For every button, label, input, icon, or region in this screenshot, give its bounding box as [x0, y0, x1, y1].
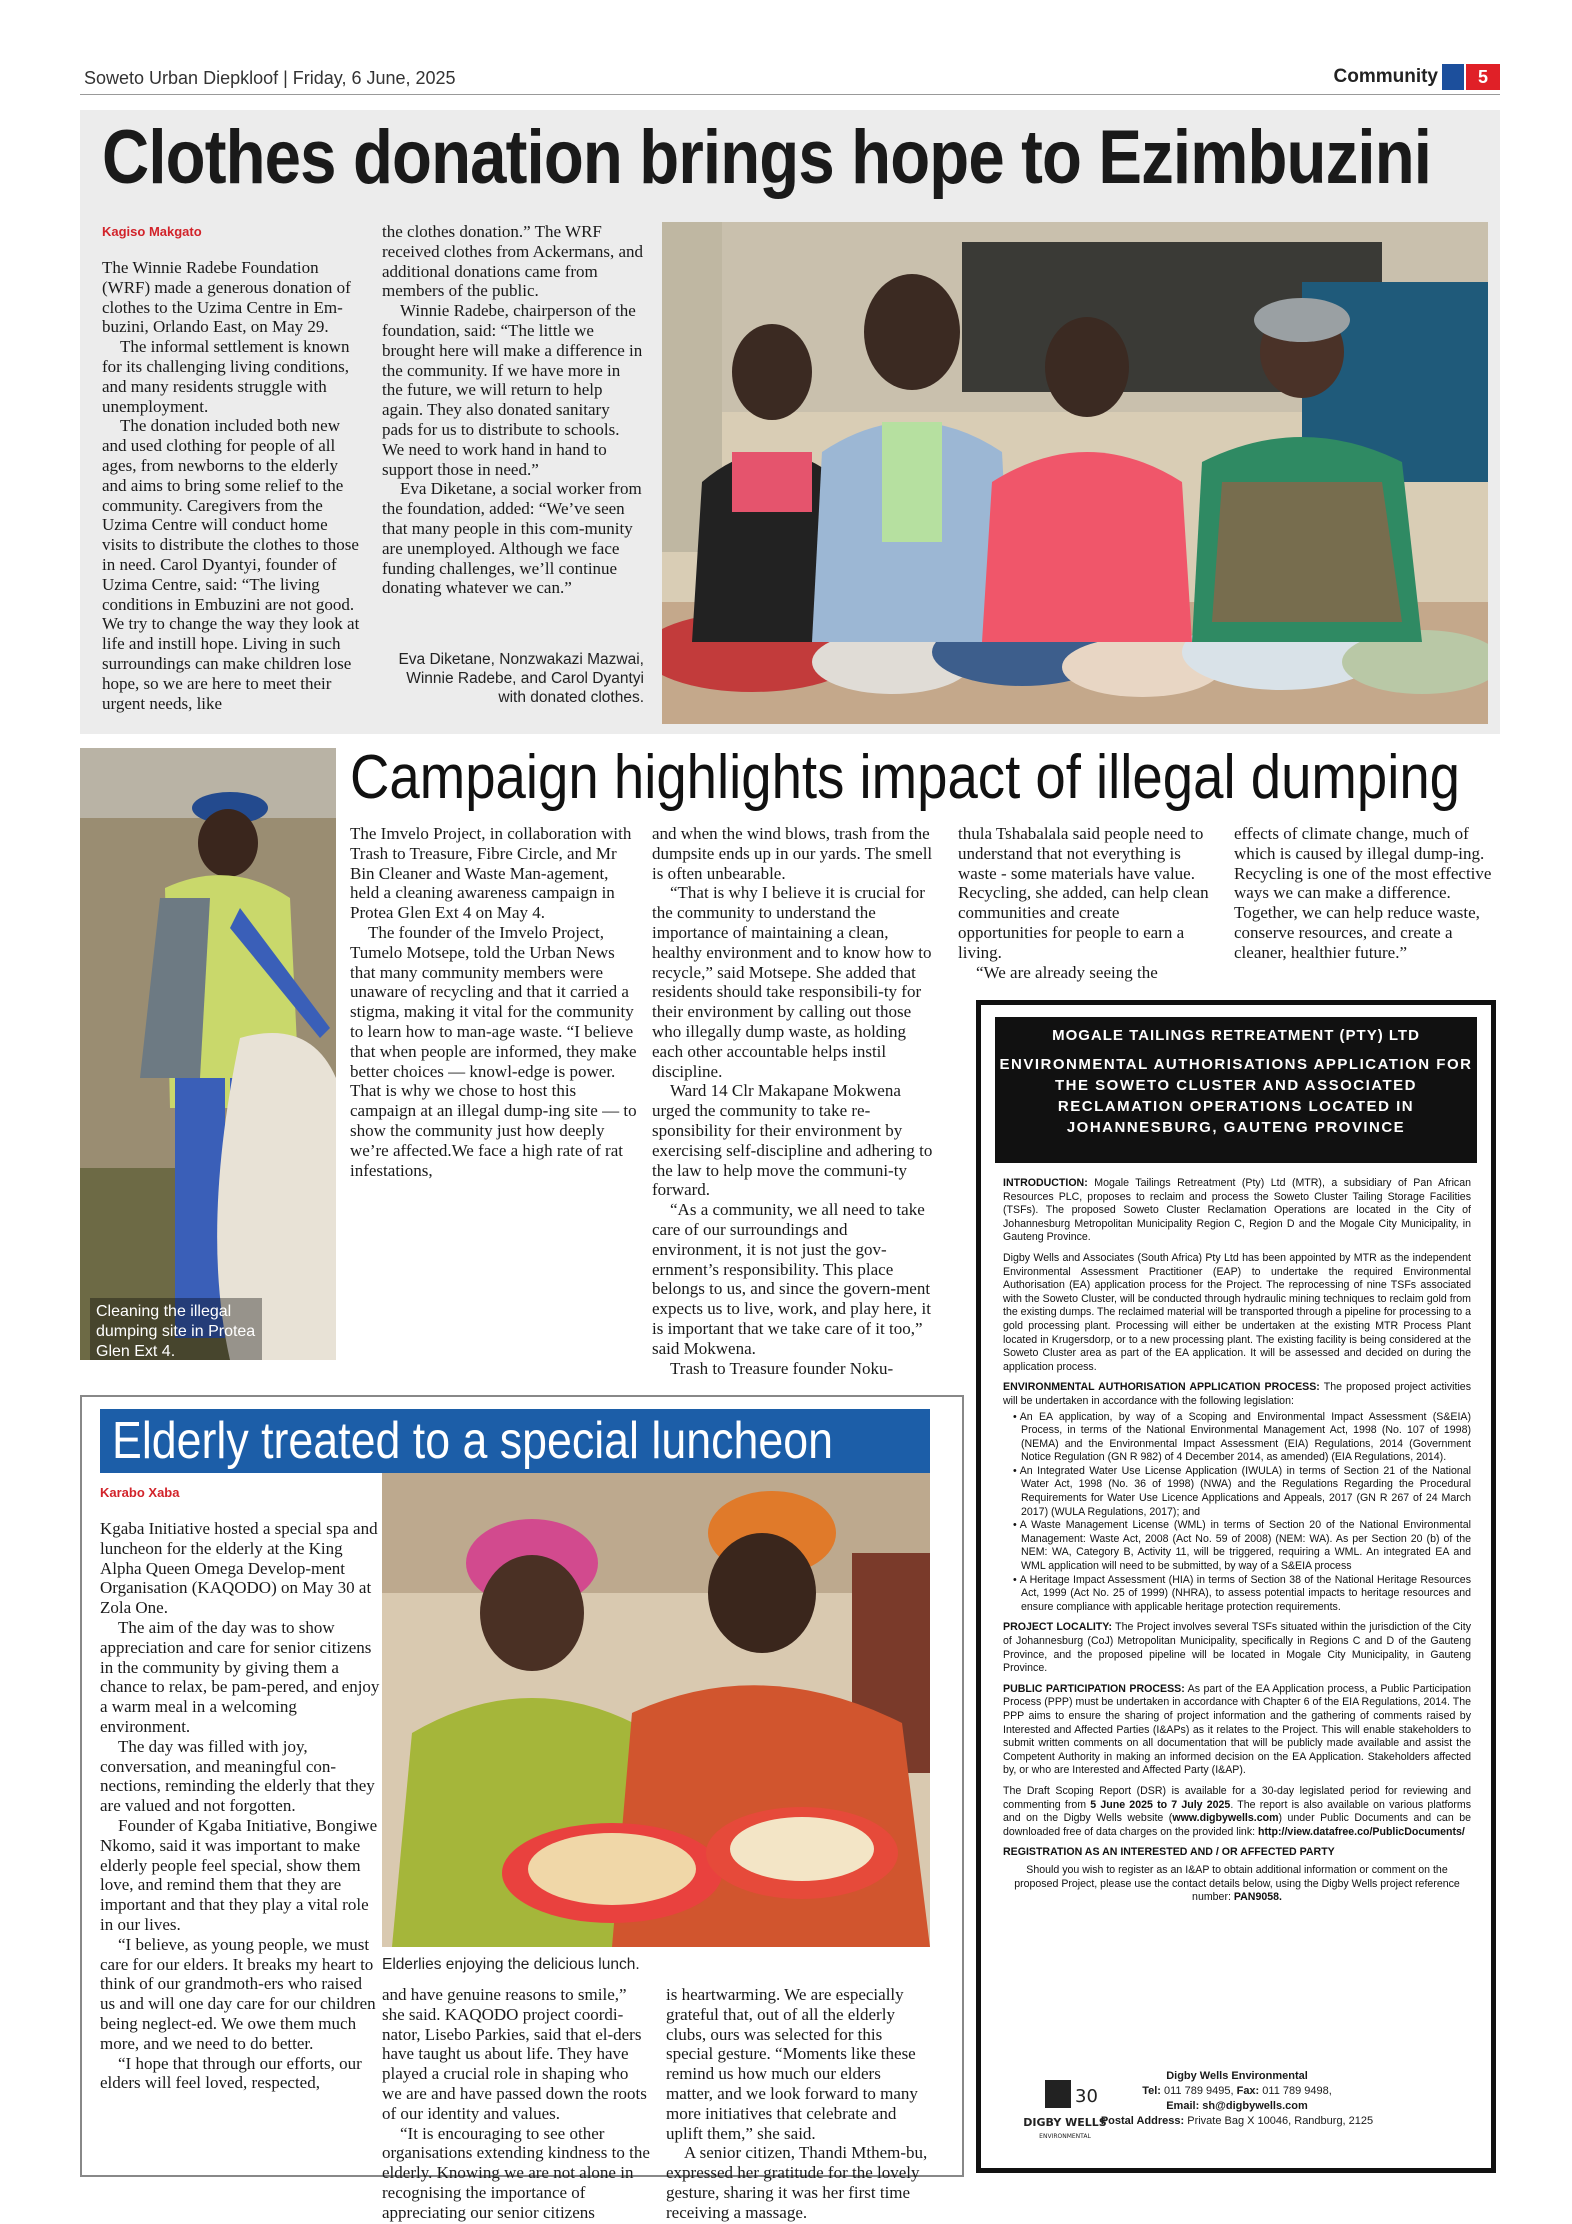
svg-text:30: 30 — [1075, 2086, 1098, 2107]
article-column-2 — [382, 1985, 650, 2223]
story-elderly-luncheon — [80, 1395, 964, 2222]
email-link[interactable]: sh@digbywells.com — [1202, 2100, 1308, 2112]
story-clothes-donation — [80, 110, 1500, 734]
paragraph: Kgaba Initiative hosted a special spa and luncheon for the elderly at the King Alpha Queen Omega Develop-ment Organisation (KAQODO) on May 30 at Zola One. — [100, 1519, 378, 1618]
headline: Campaign highlights impact of illegal dumping — [350, 743, 1461, 812]
paragraph: “I hope that through our efforts, our elders will feel loved, respected, — [100, 2053, 362, 2093]
list-item: • A Heritage Impact Assessment (HIA) in terms of Section 38 of the National Heritage Resources Act, 1999 (Act No. 25 of 1999) (NHRA), to assess potential impacts to heritage resources and ensure compliance with applicable heritage protection requirements. — [1013, 1574, 1471, 1615]
paragraph: The day was filled with joy, conversation, and meaningful con-nections, reminding the elderly that they are valued and not forgotten. — [100, 1736, 375, 1816]
website-link[interactable]: www.digbywells.com — [1172, 1812, 1279, 1825]
notice-paragraph: Digby Wells and Associates (South Africa) Pty Ltd has been appointed by MTR as the independent Environmental Assessment Practitioner (EAP) to undertake the required Environmental Authorisation (EA) application process for the Project. The reprocessing of nine TSFs associated with the Soweto Cluster, will be conducted through hydraulic mining techniques to reclaim gold from the existing dumps. The reclaimed material will be transported through a pipeline for processing to a gold processing plant. Processing will either be undertaken at the existing MTR Process Plant located in Krugersdorp, or to a new processing plant. The existing facility is being considered at the Soweto Cluster area as part of the EA application. It will be assessed and decided on during the application process. — [1003, 1251, 1471, 1373]
photo-caption: Cleaning the illegal dumping site in Protea Glen Ext 4. — [90, 1298, 262, 1360]
photo-caption: Elderlies enjoying the delicious lunch. — [382, 1956, 640, 1973]
list-item: • An EA application, by way of a Scoping and Environmental Impact Assessment (S&EIA) Process, in terms of the National Environmental Management Act, 1998 (No. 107 of 1998) (NEMA) and the Environmental Impact Assessment (EIA) Regulations, 2014 (Government Notice Regulation (GN R 982) of 4 December 2014, as amended) (EIA Regulations, 2014). — [1013, 1411, 1471, 1465]
paragraph: Winnie Radebe, chairperson of the foundation, said: “The little we brought here will make a difference in the community. If we have more in the future, we will return to help again. They also donated sanitary pads for us to distribute to schools. We need to work hand in hand to support those in need.” — [382, 301, 643, 479]
paragraph: The founder of the Imvelo Project, Tumelo Motsepe, told the Urban News that many community members were unaware of recycling and that it carried a stigma, making it vital for the community to learn how to man-age waste. “I believe that when people are informed, they make better choices — knowl-edge is power. That is why we chose to host this campaign at an illegal dump-ing site — to show the community just how deeply we’re affected.We face a high rate of rat infestations, — [350, 922, 637, 1180]
digby-wells-logo — [1017, 2076, 1113, 2146]
byline: Kagiso Makgato — [102, 224, 202, 239]
digby-wells-logo-icon — [1017, 2076, 1113, 2146]
page-number: 5 — [1466, 64, 1500, 90]
paragraph: is heartwarming. We are especially grateful that, out of all the elderly clubs, ours was selected for this special gesture. “Moments like these remind us how much our elders matter, and we look forward to many more initiatives that celebrate and uplift them,” she said. — [666, 1985, 918, 2143]
paragraph: “I believe, as young people, we must care for our elders. It breaks my heart to think of our grandmoth-ers who raised us and will one day care for our children being neglect-ed. We owe them much more, and we need to do better. — [100, 1934, 376, 2053]
donation-photo — [662, 222, 1488, 724]
masthead-date: Soweto Urban Diepkloof | Friday, 6 June, 2025 — [84, 68, 456, 88]
svg-text:ENVIRONMENTAL: ENVIRONMENTAL — [1039, 2133, 1091, 2140]
legislation-list — [1003, 1411, 1471, 1615]
luncheon-photo-image — [382, 1473, 930, 1947]
notice-registration: Should you wish to register as an I&AP to obtain additional information or comment on the proposed Project, please use the contact details below, using the Digby Wells project reference number: PAN9058. — [1014, 1863, 1460, 1904]
article-column-1 — [350, 824, 640, 1180]
article-column-1 — [102, 258, 364, 713]
paragraph: Founder of Kgaba Initiative, Bongiwe Nkomo, said it was important to make elderly people feel special, show them love, and remind them that they are important and that they play a vital role in our lives. — [100, 1815, 378, 1934]
section-color-block — [1442, 64, 1464, 90]
notice-dsr: The Draft Scoping Report (DSR) is available for a 30-day legislated period for reviewing and commenting from 5 June 2025 to 7 July 2025. The report is also available on various platforms and on the Digby Wells website (www.digbywells.com) under Public Documents and can be downloaded free of data charges on the provided link: http://view.datafree.co/PublicDocuments/ — [1003, 1784, 1471, 1838]
notice-title: ENVIRONMENTAL AUTHORISATIONS APPLICATION FOR THE SOWETO CLUSTER AND ASSOCIATED RECLAMATION OPERATIONS LOCATED IN JOHANNESBURG, GAUTENG PROVINCE — [999, 1056, 1473, 1136]
dumping-photo — [80, 748, 336, 1360]
paragraph: “That is why I believe it is crucial for the community to understand the importance of maintaining a clean, healthy environment and to know how to recycle,” said Motsepe. She added that residents should take responsibili-ty for their environment by calling out those who illegally dump waste, as holding each other accountable helps instil discipline. — [652, 883, 932, 1081]
article-column-4 — [1234, 824, 1498, 963]
dumping-photo-image — [80, 748, 336, 1360]
paragraph: The aim of the day was to show appreciation and care for senior citizens in the community by giving them a chance to relax, be pam-pered, and enjoy a warm meal in a welcoming environment. — [100, 1617, 380, 1736]
notice-company: MOGALE TAILINGS RETREATMENT (PTY) LTD — [1052, 1027, 1420, 1044]
paragraph: the clothes donation.” The WRF received clothes from Ackermans, and additional donations came from members of the public. — [382, 222, 644, 301]
paragraph: Ward 14 Clr Makapane Mokwena urged the community to take re-sponsibility for their environment by exercising self-discipline and adhering to the law to help move the communi-ty forward. — [652, 1081, 933, 1200]
article-column-3 — [666, 1985, 932, 2223]
notice-ppp: PUBLIC PARTICIPATION PROCESS: As part of the EA Application process, a Public Participation Process (PPP) must be undertaken in accordance with Chapter 6 of the EIA Regulations, 2014. The PPP aims to ensure the sharing of project information and the gathering of comments raised by Interested and Affected Parties (I&APs) as it relates to the Project. This will enable stakeholders to submit written comments on all documentation that will be publicly made available and assist the Competent Authority in making an informed decision on the EA Application. Stakeholders affected by, or who are Interested and Affected Party (I&AP). — [1003, 1682, 1472, 1777]
luncheon-photo — [382, 1473, 930, 1947]
public-notice-advert — [976, 1000, 1496, 2173]
headline: Elderly treated to a special luncheon — [112, 1412, 833, 1470]
paragraph: and when the wind blows, trash from the dumpsite ends up in our yards. The smell is often unbearable. — [652, 824, 933, 883]
paragraph: thula Tshabalala said people need to understand that not everything is waste - some materials have value. Recycling, she added, can help clean communities and create opportunities for people to earn a living. — [958, 824, 1209, 962]
photo-caption: Eva Diketane, Nonzwakazi Mazwai, Winnie Radebe, and Carol Dyantyi with donated clothes. — [398, 651, 644, 706]
paragraph: The Winnie Radebe Foundation (WRF) made a generous donation of clothes to the Uzima Centre in Em-buzini, Orlando East, on May 29. — [102, 258, 351, 337]
paragraph: A senior citizen, Thandi Mthem-bu, expressed her gratitude for the lovely gesture, sharing it was her first time receiving a massage. — [666, 2143, 928, 2222]
contact-details: Digby Wells Environmental Tel: 011 789 9495, Fax: 011 789 9498, Email: sh@digbywells.com Postal Address: Private Bag X 10046, Randburg, 2125 — [1100, 2070, 1374, 2127]
list-item: • A Waste Management License (WML) in terms of Section 20 of the National Environmental Management: Waste Act, 2008 (Act No. 59 of 2008) (NEM: WA). As per Section 20 (b) of the NEM: WA, Category B, Activity 11, will be triggered, requiring a WML. An integrated EA and WML application will need to be submitted, by way of a S&EIA process — [1013, 1519, 1471, 1573]
paragraph: The donation included both new and used clothing for people of all ages, from newborns to the elderly and aims to bring some relief to the community. Caregivers from the Uzima Centre will conduct home visits to distribute the clothes to those in need. Carol Dyantyi, founder of Uzima Centre, said: “The living conditions in Embuzini are not good. We try to change the way they look at life and instill hope. Living in such surroundings can make children lose hope, so we are here to meet their urgent needs, like — [102, 416, 360, 713]
paragraph: and have genuine reasons to smile,” she said. KAQODO project coordi-nator, Lisebo Parkies, said that el-ders have taught us about life. They have played a crucial role in shaping who we are and have passed down the roots of our identity and values. — [382, 1985, 647, 2123]
paragraph: The informal settlement is known for its challenging living conditions, and many residents struggle with unemployment. — [102, 337, 350, 416]
donation-photo-image — [662, 222, 1488, 724]
svg-text:DIGBY WELLS: DIGBY WELLS — [1023, 2116, 1107, 2129]
paragraph: Trash to Treasure founder Noku- — [670, 1358, 894, 1378]
paragraph: effects of climate change, much of which is caused by illegal dump-ing. Recycling is one of the most effective ways we can make a difference. Together, we can help reduce waste, conserve resources, and create a cleaner, healthier future.” — [1234, 824, 1492, 962]
article-column-2 — [652, 824, 934, 1378]
notice-locality: PROJECT LOCALITY: The Project involves several TSFs situated within the jurisdiction of the City of Johannesburg (CoJ) Metropolitan Municipality, specifically in Regions C and D of the Gauteng Province, and the proposed pipeline will be located in Mogale City Municipality, in Gauteng Province. — [1003, 1621, 1471, 1675]
notice-header — [995, 1017, 1477, 1163]
byline: Karabo Xaba — [100, 1485, 180, 1500]
headline: Clothes donation brings hope to Ezimbuzini — [102, 115, 1432, 200]
article-column-1 — [100, 1519, 380, 2093]
list-item: • An Integrated Water Use License Application (IWULA) in terms of Section 21 of the National Water Act, 1998 (No. 36 of 1998) (NWA) and the Regulations Regarding the Procedural Requirements for Water Use Licence Applications and Appeals, 2017 (GN R 267 of 24 March 2017) (WULA Regulations, 2017); and — [1013, 1465, 1471, 1519]
masthead — [80, 64, 1500, 95]
notice-body — [1003, 1177, 1471, 1905]
paragraph: “It is encouraging to see other organisations extending kindness to the elderly. Knowing we are not alone in recognising the importance of appreciating our senior citizens — [382, 2123, 650, 2222]
article-column-3 — [958, 824, 1210, 982]
paragraph: Eva Diketane, a social worker from the foundation, added: “We’ve seen that many people in this com-munity are unemployed. Although we face funding challenges, we’ll continue donating whatever we can.” — [382, 479, 642, 598]
section-label: Community — [1333, 66, 1438, 87]
notice-introduction: INTRODUCTION: Mogale Tailings Retreatment (Pty) Ltd (MTR), a subsidiary of Pan African Resources PLC, proposes to reclaim and process the Soweto Cluster Tailing Storage Facilities (TSFs). The proposed Soweto Cluster Reclamation Operations are located in the City of Johannesburg Metropolitan Municipality Region C, Region D and the Mogale City Municipality, in Gauteng Province. — [1003, 1177, 1472, 1244]
paragraph: “We are already seeing the — [976, 962, 1158, 982]
paragraph: The Imvelo Project, in collaboration with Trash to Treasure, Fibre Circle, and Mr Bin Cleaner and Waste Man-agement, held a cleaning awareness campaign in Protea Glen Ext 4 on May 4. — [350, 824, 632, 923]
notice-registration-label: REGISTRATION AS AN INTERESTED AND / OR AFFECTED PARTY — [1003, 1846, 1335, 1859]
notice-process: ENVIRONMENTAL AUTHORISATION APPLICATION PROCESS: The proposed project activities will be undertaken in accordance with the following legislation: — [1003, 1381, 1471, 1407]
paragraph: “As a community, we all need to take care of our surroundings and environment, it is not just the gov-ernment’s responsibility. This place belongs to us, and since the govern-ment expects us to live, work, and play here, it is important that we take care of it too,” said Mokwena. — [652, 1200, 932, 1358]
documents-link[interactable]: http://view.datafree.co/PublicDocuments/ — [1258, 1825, 1465, 1838]
article-column-2 — [382, 222, 644, 598]
headline-banner — [100, 1409, 930, 1473]
